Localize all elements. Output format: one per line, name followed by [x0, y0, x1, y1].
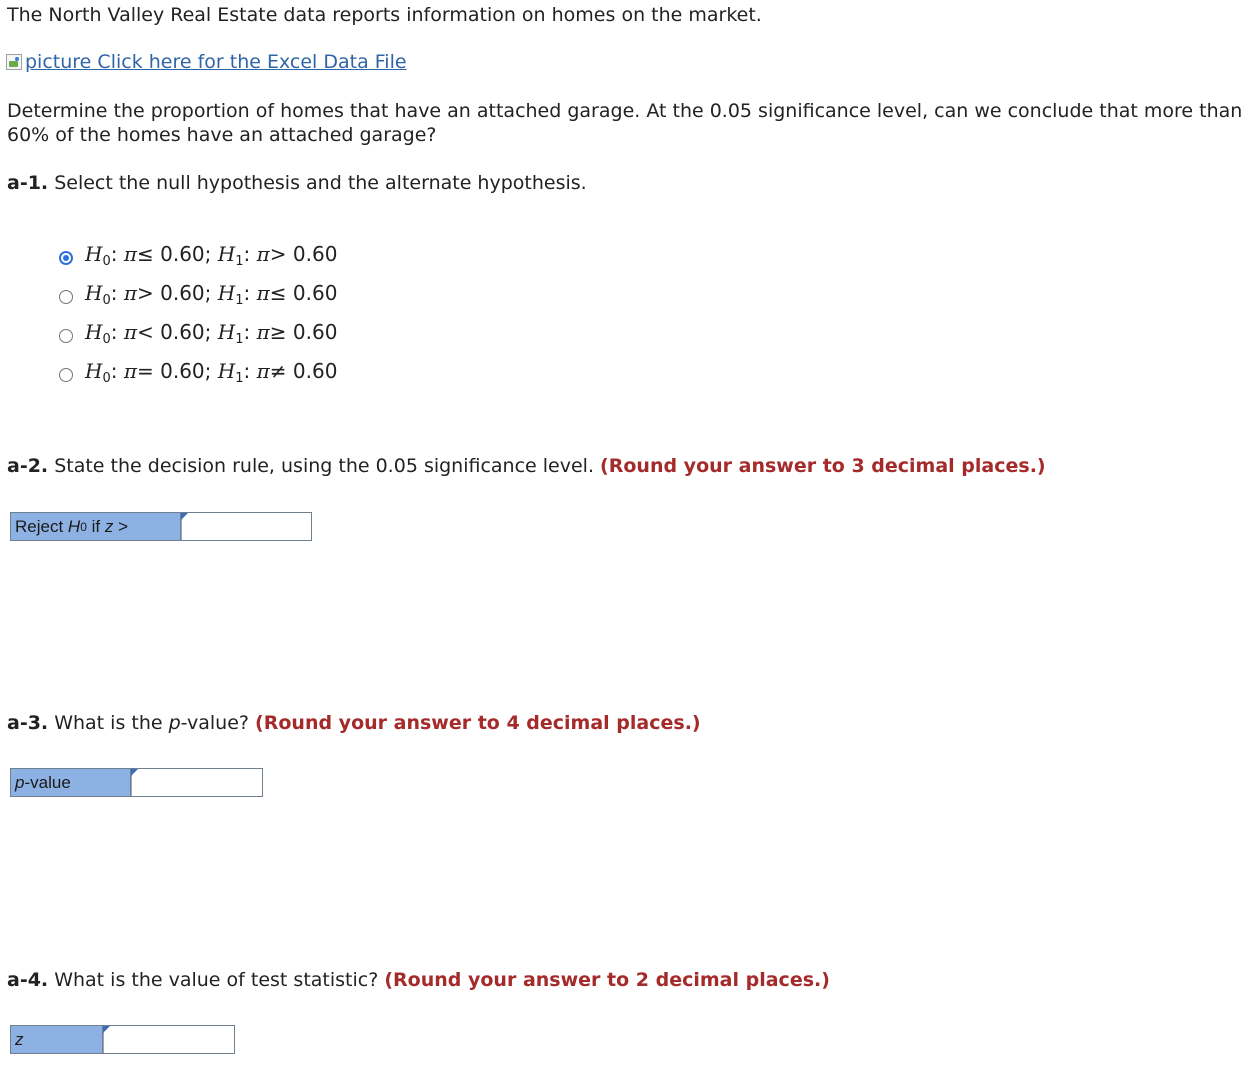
a3-prompt	[7, 711, 701, 735]
a2-text: State the decision rule, using the 0.05 significance level.	[54, 455, 594, 477]
radio-button-checked[interactable]	[59, 251, 73, 265]
radio-button[interactable]	[59, 329, 73, 343]
test-statistic-input-wrap	[103, 1026, 234, 1053]
hypothesis-label-4: $H_0$: π= 0.60; $H_1$: π≠ 0.60	[85, 358, 338, 386]
a3-text-before: What is the	[54, 712, 163, 734]
a4-text: What is the value of test statistic?	[54, 969, 379, 991]
hypothesis-option-2[interactable]	[59, 277, 337, 316]
question-text: Determine the proportion of homes that have an attached garage. At the 0.05 significance level, can we conclude that more than 60% of the homes have an attached garage?	[7, 100, 1243, 146]
radio-button[interactable]	[59, 290, 73, 304]
decision-rule-input[interactable]	[181, 513, 311, 540]
a3-text-var: p	[168, 712, 181, 734]
hypothesis-label-3: $H_0$: π< 0.60; $H_1$: π≥ 0.60	[85, 319, 338, 347]
a1-prompt	[7, 171, 587, 195]
a2-prompt	[7, 454, 1046, 478]
hypothesis-label-2: $H_0$: π> 0.60; $H_1$: π≤ 0.60	[85, 280, 338, 308]
excel-data-link[interactable]	[6, 51, 407, 73]
a4-hint: (Round your answer to 2 decimal places.)	[384, 969, 830, 991]
decision-rule-answer-table	[10, 512, 312, 541]
a1-text: Select the null hypothesis and the alternate hypothesis.	[54, 172, 587, 194]
a4-number: a-4.	[7, 969, 49, 991]
a3-hint: (Round your answer to 4 decimal places.)	[255, 712, 701, 734]
p-value-input-wrap	[131, 769, 262, 796]
p-value-input[interactable]	[131, 769, 262, 796]
broken-image-icon	[6, 54, 22, 70]
p-value-answer-table	[10, 768, 263, 797]
hypothesis-option-3[interactable]	[59, 316, 337, 355]
a3-number: a-3.	[7, 712, 49, 734]
a3-text-after: -value?	[180, 712, 249, 734]
p-value-label: p -value	[11, 769, 131, 796]
decision-rule-input-wrap	[181, 513, 311, 540]
hypothesis-radio-group	[59, 238, 337, 394]
hypothesis-option-4[interactable]	[59, 355, 337, 394]
a2-hint: (Round your answer to 3 decimal places.)	[600, 455, 1046, 477]
a1-number: a-1.	[7, 172, 49, 194]
test-statistic-input[interactable]	[103, 1026, 234, 1053]
decision-rule-label: Reject H 0 if z >	[11, 513, 181, 540]
a2-number: a-2.	[7, 455, 49, 477]
a4-prompt	[7, 968, 830, 992]
hypothesis-label-1: $H_0$: π≤ 0.60; $H_1$: π> 0.60	[85, 241, 338, 269]
radio-button[interactable]	[59, 368, 73, 382]
excel-link-image-alt[interactable]: picture	[25, 51, 92, 73]
test-statistic-answer-table	[10, 1025, 235, 1054]
intro-text: The North Valley Real Estate data reports information on homes on the market.	[7, 4, 762, 26]
hypothesis-option-1[interactable]	[59, 238, 337, 277]
excel-link-label[interactable]: Click here for the Excel Data File	[97, 51, 407, 73]
test-statistic-label: z	[11, 1026, 103, 1053]
